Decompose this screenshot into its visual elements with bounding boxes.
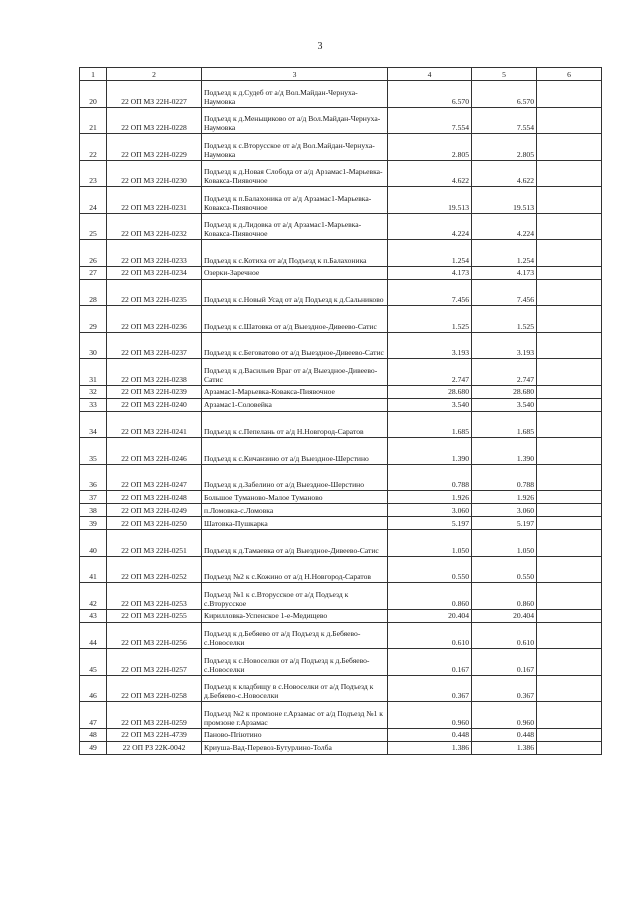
road-name: Подъезд к с.Новоселки от а/д Подъезд к д.Бебяево-с.Новоселки: [202, 649, 388, 676]
road-length: 0.788: [388, 464, 472, 491]
road-code: 22 ОП МЗ 22Н-0227: [107, 81, 202, 108]
road-name: Подъезд к д.Забелино от а/д Выездное-Шерстино: [202, 464, 388, 491]
road-note: [537, 530, 602, 557]
table-row: [80, 398, 602, 411]
road-length-total: 3.540: [472, 398, 537, 411]
road-note: [537, 556, 602, 583]
road-name: Шатовка-Пушкарка: [202, 517, 388, 530]
road-code: 22 ОП МЗ 22Н-0255: [107, 609, 202, 622]
road-note: [537, 279, 602, 306]
road-length-total: 0.788: [472, 464, 537, 491]
road-note: [537, 622, 602, 649]
table-header: [80, 68, 602, 81]
row-number: 23: [80, 160, 107, 187]
road-code: 22 ОП МЗ 22Н-0257: [107, 649, 202, 676]
road-code: 22 ОП МЗ 22Н-0235: [107, 279, 202, 306]
road-code: 22 ОП МЗ 22Н-0252: [107, 556, 202, 583]
row-number: 20: [80, 81, 107, 108]
road-note: [537, 464, 602, 491]
road-code: 22 ОП МЗ 22Н-0231: [107, 187, 202, 214]
road-length-total: 0.367: [472, 675, 537, 702]
row-number: 45: [80, 649, 107, 676]
road-length: 20.404: [388, 609, 472, 622]
road-note: [537, 385, 602, 398]
row-number: 39: [80, 517, 107, 530]
table-row: [80, 332, 602, 359]
road-code: 22 ОП МЗ 22Н-0238: [107, 359, 202, 386]
table-row: [80, 438, 602, 465]
road-length: 1.685: [388, 411, 472, 438]
road-length: 4.622: [388, 160, 472, 187]
road-code: 22 ОП МЗ 22Н-0241: [107, 411, 202, 438]
road-name: Подъезд к д.Новая Слобода от а/д Арзамас1-Марьевка-Ковакса-Пиявочное: [202, 160, 388, 187]
row-number: 36: [80, 464, 107, 491]
table-row: [80, 741, 602, 754]
row-number: 44: [80, 622, 107, 649]
road-code: 22 ОП МЗ 22Н-0248: [107, 491, 202, 504]
table-row: [80, 728, 602, 741]
table-row: [80, 306, 602, 333]
table-row: [80, 359, 602, 386]
row-number: 40: [80, 530, 107, 557]
road-name: Подъезд к д.Тамаевка от а/д Выездное-Дивеево-Сатис: [202, 530, 388, 557]
road-name: Подъезд к с.Новый Усад от а/д Подъезд к д.Сальниково: [202, 279, 388, 306]
table-row: [80, 107, 602, 134]
road-length: 7.554: [388, 107, 472, 134]
road-length-total: 20.404: [472, 609, 537, 622]
row-number: 28: [80, 279, 107, 306]
road-length-total: 1.926: [472, 491, 537, 504]
column-header: 5: [472, 68, 537, 81]
row-number: 29: [80, 306, 107, 333]
road-length-total: 19.513: [472, 187, 537, 214]
road-name: Подъезд к д.Судеб от а/д Вол.Майдан-Чернуха-Наумовка: [202, 81, 388, 108]
table-row: [80, 240, 602, 267]
table-row: [80, 530, 602, 557]
road-length: 0.448: [388, 728, 472, 741]
road-length: 1.050: [388, 530, 472, 557]
table-row: [80, 675, 602, 702]
table-row: [80, 491, 602, 504]
road-name: п.Ломовка-с.Ломовка: [202, 504, 388, 517]
road-code: 22 ОП МЗ 22Н-0237: [107, 332, 202, 359]
road-note: [537, 491, 602, 504]
road-length-total: 2.747: [472, 359, 537, 386]
road-code: 22 ОП МЗ 22Н-0256: [107, 622, 202, 649]
road-length-total: 1.386: [472, 741, 537, 754]
road-note: [537, 134, 602, 161]
road-name: Подъезд к д.Лидовка от а/д Арзамас1-Марьевка-Ковакса-Пиявочное: [202, 213, 388, 240]
row-number: 48: [80, 728, 107, 741]
road-code: 22 ОП МЗ 22Н-0233: [107, 240, 202, 267]
road-length-total: 1.254: [472, 240, 537, 267]
road-length: 3.540: [388, 398, 472, 411]
table-row: [80, 385, 602, 398]
road-length: 0.550: [388, 556, 472, 583]
road-note: [537, 359, 602, 386]
road-length-total: 3.193: [472, 332, 537, 359]
road-note: [537, 81, 602, 108]
header-row: [80, 68, 602, 81]
road-name: Подъезд к д.Васильев Враг от а/д Выездное-Дивеево-Сатис: [202, 359, 388, 386]
road-code: 22 ОП МЗ 22Н-0240: [107, 398, 202, 411]
road-length: 0.860: [388, 583, 472, 610]
column-header: 6: [537, 68, 602, 81]
road-code: 22 ОП МЗ 22Н-0228: [107, 107, 202, 134]
road-length-total: 7.554: [472, 107, 537, 134]
row-number: 47: [80, 702, 107, 729]
road-name: Арзамас1-Марьевка-Ковакса-Пиявочное: [202, 385, 388, 398]
road-note: [537, 398, 602, 411]
road-note: [537, 517, 602, 530]
road-name: Подъезд к кладбищу в с.Новоселки от а/д Подъезд к д.Бебяево-с.Новоселки: [202, 675, 388, 702]
row-number: 25: [80, 213, 107, 240]
road-name: Подъезд №2 к промзоне г.Арзамас от а/д Подъезд №1 к промзоне г.Арзамас: [202, 702, 388, 729]
row-number: 21: [80, 107, 107, 134]
road-length-total: 4.173: [472, 266, 537, 279]
road-code: 22 ОП МЗ 22Н-0259: [107, 702, 202, 729]
row-number: 32: [80, 385, 107, 398]
table-row: [80, 702, 602, 729]
road-code: 22 ОП МЗ 22Н-0249: [107, 504, 202, 517]
road-name: Подъезд к п.Балахоника от а/д Арзамас1-Марьевка-Ковакса-Пиявочное: [202, 187, 388, 214]
row-number: 37: [80, 491, 107, 504]
road-name: Подъезд к с.Беговатово от а/д Выездное-Дивеево-Сатис: [202, 332, 388, 359]
road-code: 22 ОП МЗ 22Н-0232: [107, 213, 202, 240]
road-name: Подъезд к с.Пепелань от а/д Н.Новгород-Саратов: [202, 411, 388, 438]
road-length-total: 1.050: [472, 530, 537, 557]
road-name: Подъезд к д.Бебяево от а/д Подъезд к д.Бебяево-с.Новоселки: [202, 622, 388, 649]
column-header: 1: [80, 68, 107, 81]
road-code: 22 ОП МЗ 22Н-0246: [107, 438, 202, 465]
road-note: [537, 306, 602, 333]
road-name: Арзамас1-Соловейка: [202, 398, 388, 411]
row-number: 43: [80, 609, 107, 622]
road-length: 7.456: [388, 279, 472, 306]
table-row: [80, 504, 602, 517]
table-row: [80, 556, 602, 583]
row-number: 46: [80, 675, 107, 702]
road-note: [537, 675, 602, 702]
road-length-total: 0.960: [472, 702, 537, 729]
road-note: [537, 266, 602, 279]
table-row: [80, 213, 602, 240]
road-name: Озерки-Заречное: [202, 266, 388, 279]
road-code: 22 ОП МЗ 22Н-0251: [107, 530, 202, 557]
column-header: 4: [388, 68, 472, 81]
table-row: [80, 609, 602, 622]
table-row: [80, 160, 602, 187]
road-name: Подъезд к с.Вторусское от а/д Вол.Майдан-Чернуха-Наумовка: [202, 134, 388, 161]
table-body: [80, 81, 602, 755]
road-length: 28.680: [388, 385, 472, 398]
row-number: 30: [80, 332, 107, 359]
road-length-total: 5.197: [472, 517, 537, 530]
road-note: [537, 741, 602, 754]
road-name: Подъезд к с.Кичанзино от а/д Выездное-Шерстино: [202, 438, 388, 465]
road-length: 0.167: [388, 649, 472, 676]
road-note: [537, 160, 602, 187]
row-number: 42: [80, 583, 107, 610]
row-number: 24: [80, 187, 107, 214]
road-note: [537, 332, 602, 359]
road-note: [537, 240, 602, 267]
road-length-total: 4.622: [472, 160, 537, 187]
road-length-total: 0.610: [472, 622, 537, 649]
road-code: 22 ОП МЗ 22Н-0247: [107, 464, 202, 491]
road-name: Большое Туманово-Малое Туманово: [202, 491, 388, 504]
row-number: 38: [80, 504, 107, 517]
road-length: 3.060: [388, 504, 472, 517]
roads-table: [79, 67, 602, 755]
road-code: 22 ОП МЗ 22Н-0239: [107, 385, 202, 398]
road-length-total: 1.390: [472, 438, 537, 465]
table-row: [80, 81, 602, 108]
road-name: Подъезд к с.Котиха от а/д Подъезд к п.Балахоника: [202, 240, 388, 267]
road-length: 2.805: [388, 134, 472, 161]
table-row: [80, 279, 602, 306]
road-code: 22 ОП МЗ 22Н-0236: [107, 306, 202, 333]
road-note: [537, 728, 602, 741]
road-length: 0.367: [388, 675, 472, 702]
road-note: [537, 609, 602, 622]
road-note: [537, 702, 602, 729]
road-note: [537, 649, 602, 676]
road-length-total: 0.167: [472, 649, 537, 676]
road-length: 5.197: [388, 517, 472, 530]
road-name: Подъезд №1 к с.Вторусское от а/д Подъезд к с.Вторусское: [202, 583, 388, 610]
column-header: 2: [107, 68, 202, 81]
road-note: [537, 583, 602, 610]
road-length-total: 6.570: [472, 81, 537, 108]
road-length: 1.525: [388, 306, 472, 333]
road-code: 22 ОП МЗ 22Н-0258: [107, 675, 202, 702]
road-length: 3.193: [388, 332, 472, 359]
column-header: 3: [202, 68, 388, 81]
road-note: [537, 107, 602, 134]
road-name: Подъезд №2 к с.Кожино от а/д Н.Новгород-Саратов: [202, 556, 388, 583]
road-length-total: 7.456: [472, 279, 537, 306]
road-length-total: 0.550: [472, 556, 537, 583]
row-number: 49: [80, 741, 107, 754]
road-length: 1.390: [388, 438, 472, 465]
road-code: 22 ОП МЗ 22Н-0229: [107, 134, 202, 161]
row-number: 35: [80, 438, 107, 465]
table-row: [80, 464, 602, 491]
road-name: Подъезд к с.Шатовка от а/д Выездное-Дивеево-Сатис: [202, 306, 388, 333]
road-length: 4.173: [388, 266, 472, 279]
road-note: [537, 213, 602, 240]
row-number: 31: [80, 359, 107, 386]
row-number: 34: [80, 411, 107, 438]
row-number: 41: [80, 556, 107, 583]
table-row: [80, 649, 602, 676]
road-code: 22 ОП МЗ 22Н-4739: [107, 728, 202, 741]
road-length: 0.610: [388, 622, 472, 649]
row-number: 27: [80, 266, 107, 279]
road-length: 6.570: [388, 81, 472, 108]
road-note: [537, 438, 602, 465]
road-length-total: 3.060: [472, 504, 537, 517]
table-row: [80, 266, 602, 279]
road-code: 22 ОП МЗ 22Н-0230: [107, 160, 202, 187]
road-length: 1.254: [388, 240, 472, 267]
road-name: Криуша-Вад-Перевоз-Бутурлино-Толба: [202, 741, 388, 754]
road-note: [537, 411, 602, 438]
road-name: Подъезд к д.Меньщиково от а/д Вол.Майдан-Чернуха-Наумовка: [202, 107, 388, 134]
road-length: 4.224: [388, 213, 472, 240]
road-length: 2.747: [388, 359, 472, 386]
road-length-total: 1.525: [472, 306, 537, 333]
table-row: [80, 517, 602, 530]
row-number: 33: [80, 398, 107, 411]
road-length-total: 4.224: [472, 213, 537, 240]
road-note: [537, 187, 602, 214]
road-length-total: 1.685: [472, 411, 537, 438]
road-length-total: 2.805: [472, 134, 537, 161]
road-length: 1.926: [388, 491, 472, 504]
road-length-total: 0.860: [472, 583, 537, 610]
road-length: 19.513: [388, 187, 472, 214]
table-row: [80, 622, 602, 649]
road-length: 0.960: [388, 702, 472, 729]
road-name: Кирилловка-Успенское 1-е-Медищево: [202, 609, 388, 622]
row-number: 26: [80, 240, 107, 267]
table-row: [80, 187, 602, 214]
road-code: 22 ОП МЗ 22Н-0234: [107, 266, 202, 279]
page-number: 3: [317, 41, 323, 52]
road-code: 22 ОП РЗ 22К-0042: [107, 741, 202, 754]
road-name: Паново-Пriютино: [202, 728, 388, 741]
table-row: [80, 134, 602, 161]
road-code: 22 ОП МЗ 22Н-0250: [107, 517, 202, 530]
road-note: [537, 504, 602, 517]
road-code: 22 ОП МЗ 22Н-0253: [107, 583, 202, 610]
road-length: 1.386: [388, 741, 472, 754]
table-row: [80, 583, 602, 610]
road-length-total: 0.448: [472, 728, 537, 741]
table-row: [80, 411, 602, 438]
row-number: 22: [80, 134, 107, 161]
road-length-total: 28.680: [472, 385, 537, 398]
